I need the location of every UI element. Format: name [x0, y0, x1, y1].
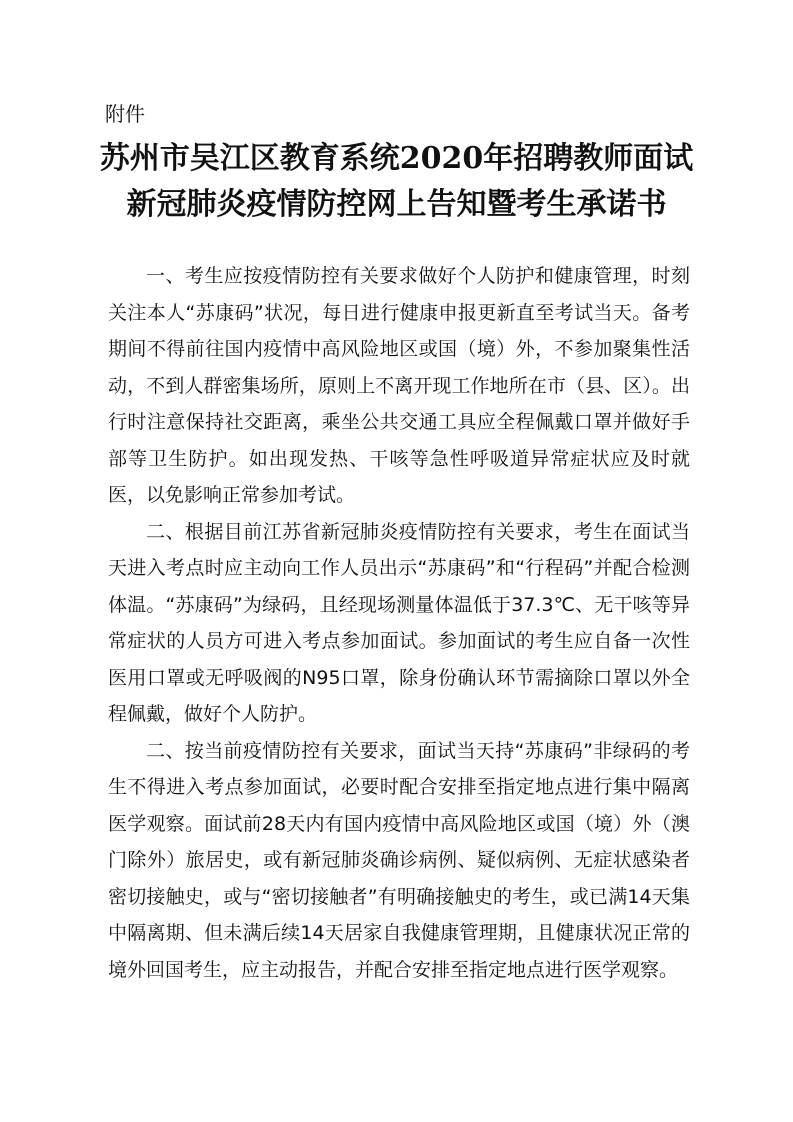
document-body [108, 258, 690, 988]
paragraph-1: 一、考生应按疫情防控有关要求做好个人防护和健康管理，时刻关注本人“苏康码”状况，每日进行健康申报更新直至考试当天。备考期间不得前往国内疫情中高风险地区或国（境）外，不参加聚集性活动，不到人群密集场所，原则上不离开现工作地所在市（县、区）。出行时注意保持社交距离，乘坐公共交通工具应全程佩戴口罩并做好手部等卫生防护。如出现发热、干咳等急性呼吸道异常症状应及时就医，以免影响正常参加考试。 [108, 265, 690, 506]
title-line-2: 新冠肺炎疫情防控网上告知暨考生承诺书 [126, 187, 667, 222]
title-line-1: 苏州市吴江区教育系统2020年招聘教师面试 [99, 141, 694, 176]
paragraph-3: 二、按当前疫情防控有关要求，面试当天持“苏康码”非绿码的考生不得进入考点参加面试，必要时配合安排至指定地点进行集中隔离医学观察。面试前28天内有国内疫情中高风险地区或国（境）外（澳门除外）旅居史，或有新冠肺炎确诊病例、疑似病例、无症状感染者密切接触史，或与“密切接触者”有明确接触史的考生，或已满14天集中隔离期、但未满后续14天居家自我健康管理期，且健康状况正常的境外回国考生，应主动报告，并配合安排至指定地点进行医学观察。 [108, 739, 690, 981]
paragraph-2: 二、根据目前江苏省新冠肺炎疫情防控有关要求，考生在面试当天进入考点时应主动向工作人员出示“苏康码”和“行程码”并配合检测体温。“苏康码”为绿码，且经现场测量体温低于37.3℃、无干咳等异常症状的人员方可进入考点参加面试。参加面试的考生应自备一次性医用口罩或无呼吸阀的N95口罩，除身份确认环节需摘除口罩以外全程佩戴，做好个人防护。 [108, 520, 690, 725]
document-title [60, 136, 733, 228]
attachment-label: 附件 [105, 102, 145, 126]
